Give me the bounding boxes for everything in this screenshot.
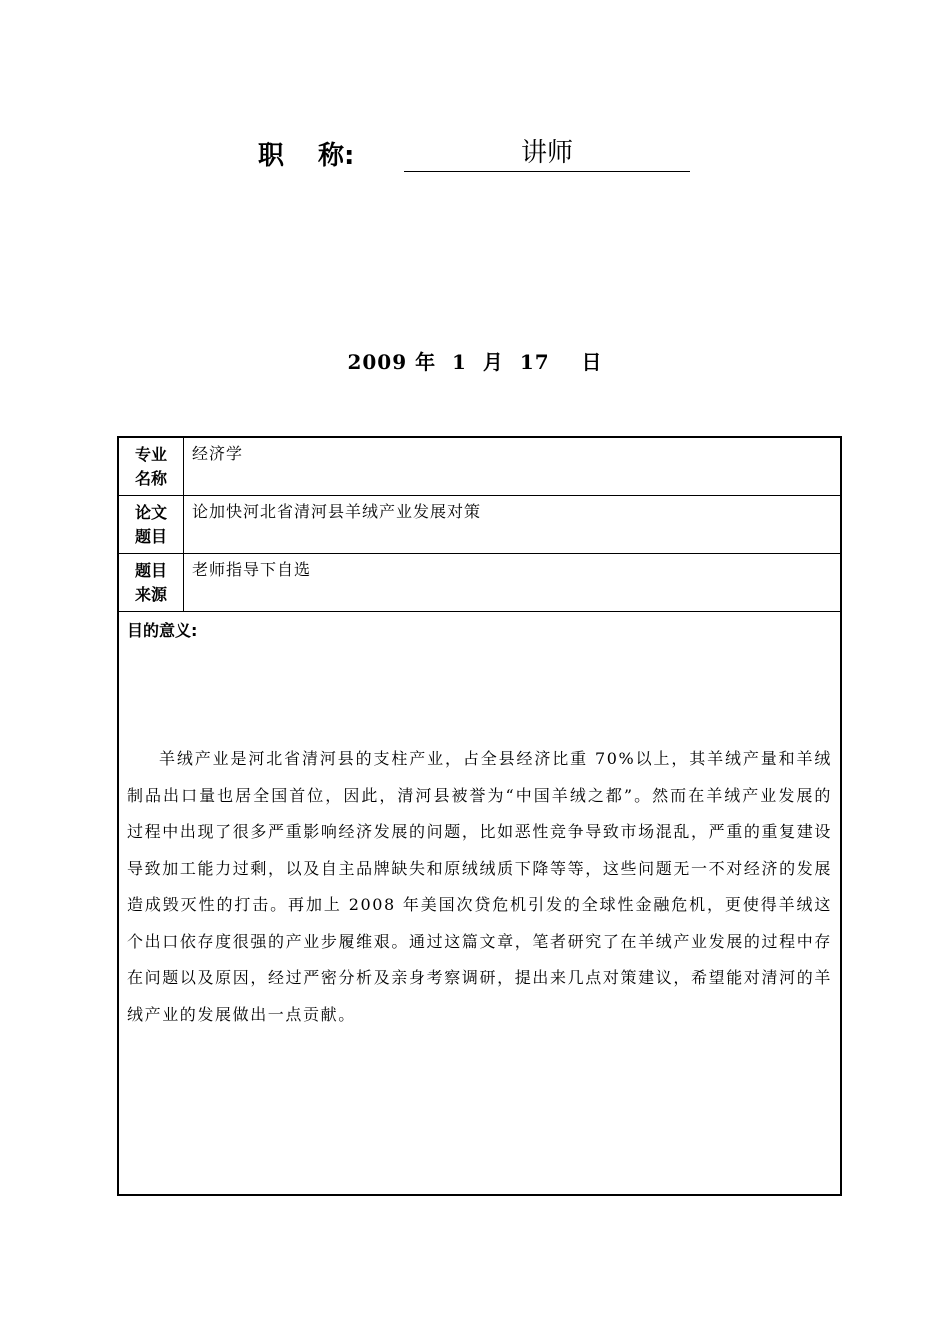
label-major [118, 437, 184, 496]
value-major: 经济学 [184, 437, 842, 496]
label-topic-source-line2: 来源 [134, 584, 167, 604]
value-thesis-title: 论加快河北省清河县羊绒产业发展对策 [184, 496, 842, 554]
date-day: 17 [519, 350, 550, 374]
purpose-paragraph: 羊绒产业是河北省清河县的支柱产业，占全县经济比重 70%以上，其羊绒产量和羊绒制品出口量也居全国首位，因此，清河县被誉为“中国羊绒之都”。然而在羊绒产业发展的过程中出现了很多严重影响经济发展的问题，比如恶性竞争导致市场混乱，严重的重复建设导致加工能力过剩，以及自主品牌缺失和原绒绒质下降等等，这些问题无一不对经济的发展造成毁灭性的打击。再加上 2008 年美国次贷危机引发的全球性金融危机，更使得羊绒这个出口依存度很强的产业步履维艰。通过这篇文章，笔者研究了在羊绒产业发展的过程中存在问题以及原因，经过严密分析及亲身考察调研，提出来几点对策建议，希望能对清河的羊绒产业的发展做出一点贡献。 [127, 749, 832, 1024]
title-label-part1: 职 [258, 141, 285, 171]
value-topic-source: 老师指导下自选 [184, 554, 842, 612]
label-major-line1: 专业 [134, 444, 167, 464]
thesis-form-table [117, 436, 842, 1196]
label-topic-source-line1: 题目 [134, 560, 167, 580]
date-day-unit: 日 [581, 350, 603, 374]
date-year: 2009 [347, 350, 408, 374]
label-topic-source [118, 554, 184, 612]
purpose-label: 目的意义: [127, 621, 198, 640]
form-row-thesis-title [118, 496, 841, 554]
label-major-line2: 名称 [134, 468, 167, 488]
label-thesis-title-line1: 论文 [134, 502, 167, 522]
title-field [258, 132, 690, 172]
form-row-purpose [118, 612, 841, 1196]
date-month-unit: 月 [482, 350, 504, 374]
date-year-unit: 年 [415, 350, 437, 374]
label-thesis-title [118, 496, 184, 554]
title-label-part2: 称: [318, 141, 355, 171]
purpose-cell [118, 612, 841, 1196]
form-row-topic-source [118, 554, 841, 612]
label-thesis-title-line2: 题目 [134, 526, 167, 546]
form-row-major [118, 437, 841, 496]
date-line [0, 346, 950, 375]
date-month: 1 [452, 350, 467, 374]
title-value: 讲师 [404, 132, 690, 172]
